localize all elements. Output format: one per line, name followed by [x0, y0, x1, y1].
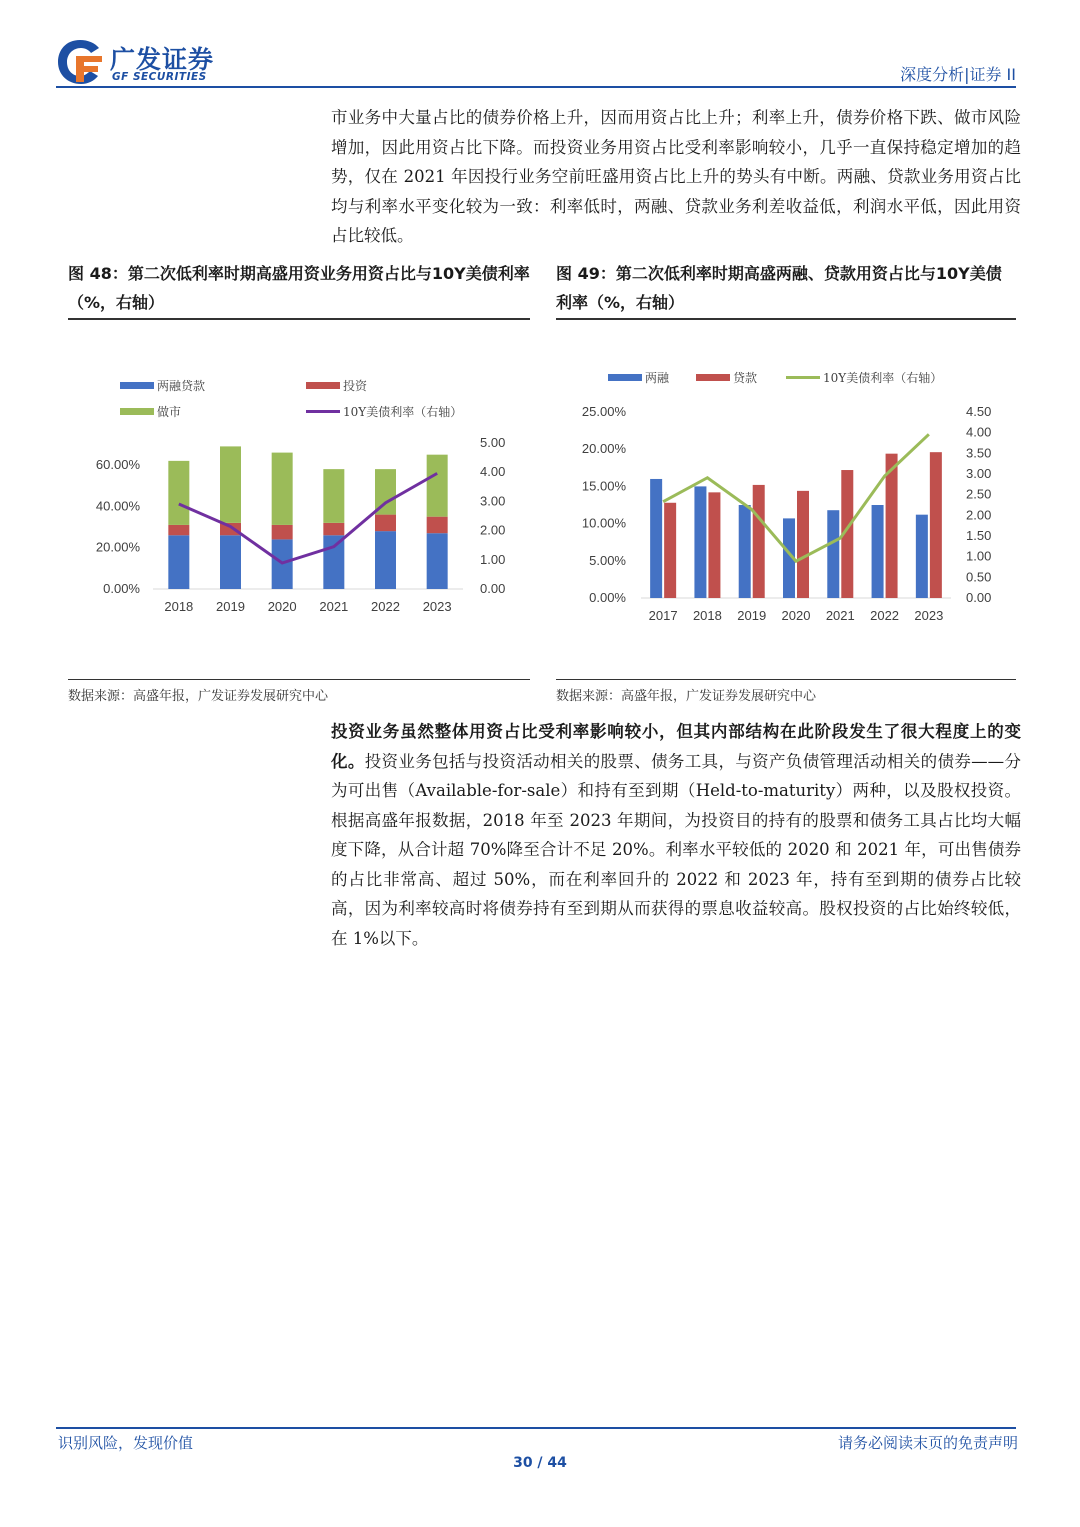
- figure-49-title: 图 49：第二次低利率时期高盛两融、贷款用资占比与10Y美债利率（%，右轴）: [556, 264, 1002, 312]
- y2-tick-label: 3.00: [966, 466, 992, 481]
- x-tick-label: 2017: [648, 608, 678, 623]
- bar: [930, 452, 942, 598]
- y-tick-label: 10.00%: [581, 515, 626, 531]
- x-tick-label: 2021: [825, 608, 855, 623]
- paragraph-2-bold-lead: 投资业务虽然整体用资占比受利率影响较小，但其内部结构在此阶段发生了很大程度上的变化。: [331, 722, 1021, 771]
- x-tick-label: 2022: [870, 608, 900, 623]
- legend-swatch: [608, 374, 642, 381]
- bar: [664, 503, 676, 598]
- legend-label: 两融贷款: [157, 379, 206, 393]
- bar: [650, 479, 662, 598]
- y2-tick-label: 0.50: [966, 569, 992, 585]
- legend-swatch: [696, 374, 730, 381]
- bar-segment: [168, 525, 189, 535]
- footer-divider: [56, 1427, 1016, 1429]
- y-tick-label: 0.00%: [589, 590, 626, 605]
- legend-swatch: [120, 382, 154, 389]
- legend-swatch: [120, 408, 154, 415]
- paragraph-2-text: 投资业务包括与投资活动相关的股票、债务工具，与资产负债管理活动相关的债券——分为可出售（Available-for-sale）和持有至到期（Held-to-maturity）两种，以及股权投资。根据高盛年报数据，2018 年至 2023 年期间，为投资目的持有的股票和债务工具占比均大幅度下降，从合计超 70%降至合计不足 20%。利率水平较低的 2020 和 2021 年，可出售债券的占比非常高、超过 50%，而在利率回升的 2022 和 2023 年，持有至到期的债券占比较高，因为利率较高时将债券持有至到期从而获得的票息收益较高。股权投资的占比始终较低，在 1%以下。: [331, 751, 1022, 948]
- figure-49-top-rule: [556, 318, 1016, 320]
- bar-segment: [272, 525, 293, 539]
- footer-disclaimer-note: 请务必阅读末页的免责声明: [837, 1434, 1018, 1452]
- header-divider: [56, 86, 1016, 88]
- company-logo: [56, 38, 256, 88]
- y-tick-label: 0.00%: [103, 581, 140, 596]
- y2-tick-label: 4.00: [480, 464, 506, 480]
- figure-48-top-rule: [68, 318, 530, 320]
- legend-label: 做市: [157, 405, 182, 419]
- legend-label: 两融: [645, 371, 670, 385]
- y-tick-label: 25.00%: [581, 404, 626, 419]
- x-tick-label: 2021: [319, 599, 349, 614]
- bar-segment: [375, 515, 396, 532]
- bar: [872, 505, 884, 598]
- x-tick-label: 2018: [164, 599, 194, 614]
- x-tick-label: 2018: [692, 608, 722, 623]
- legend-swatch: [306, 382, 340, 389]
- body-paragraph-2: [331, 717, 1021, 953]
- legend-label: 10Y美债利率（右轴）: [823, 371, 943, 385]
- bar-segment: [168, 461, 189, 525]
- y2-tick-label: 2.00: [480, 522, 506, 538]
- bar-segment: [220, 446, 241, 522]
- figure-49-chart: [556, 340, 1016, 675]
- x-tick-label: 2020: [267, 599, 297, 614]
- bar-segment: [168, 535, 189, 589]
- figure-49-source: 数据来源：高盛年报，广发证券发展研究中心: [556, 689, 817, 704]
- y-tick-label: 20.00%: [95, 539, 140, 555]
- y2-tick-label: 4.50: [966, 404, 992, 419]
- y-tick-label: 5.00%: [589, 552, 626, 568]
- y2-tick-label: 0.00: [966, 590, 992, 605]
- legend-label: 投资: [343, 379, 368, 393]
- y2-tick-label: 3.50: [966, 445, 992, 461]
- y-tick-label: 15.00%: [581, 478, 626, 494]
- bar: [827, 510, 839, 598]
- bar-segment: [427, 517, 448, 534]
- y2-tick-label: 3.00: [480, 493, 506, 509]
- y2-tick-label: 1.50: [966, 528, 992, 543]
- figure-49-bottom-rule: [556, 679, 1016, 680]
- figure-48-bottom-rule: [68, 679, 530, 680]
- x-tick-label: 2019: [737, 608, 767, 623]
- body-paragraph-1: 市业务中大量占比的债券价格上升，因而用资占比上升；利率上升，债券价格下跌、做市风险增加，因此用资占比下降。而投资业务用资占比受利率影响较小，几乎一直保持稳定增加的趋势，仅在 2021 年因投行业务空前旺盛用资占比上升的势头有中断。两融、贷款业务用资占比均与利率水平变化较为一致：利率低时，两融、贷款业务利差收益低，利润水平低，因此用资占比较低。: [331, 108, 1021, 245]
- y-tick-label: 20.00%: [581, 441, 626, 457]
- bar: [797, 491, 809, 598]
- y-tick-label: 60.00%: [95, 457, 140, 472]
- gf-logo-icon: [56, 38, 106, 86]
- bar: [753, 485, 765, 598]
- logo-chinese-text: 广发证券: [110, 45, 215, 74]
- bar: [916, 515, 928, 598]
- bar-segment: [323, 535, 344, 589]
- report-type-label: 深度分析|证券 II: [900, 65, 1016, 84]
- legend-label: 贷款: [733, 371, 758, 385]
- bar-segment: [323, 523, 344, 535]
- figure-48-chart: [68, 340, 530, 675]
- footer-slogan: 识别风险，发现价值: [58, 1434, 194, 1452]
- y2-tick-label: 2.50: [966, 486, 992, 502]
- x-tick-label: 2023: [914, 608, 944, 623]
- bar-segment: [427, 455, 448, 517]
- y2-tick-label: 5.00: [480, 435, 506, 450]
- y2-tick-label: 4.00: [966, 424, 992, 440]
- bar-segment: [272, 453, 293, 525]
- figure-48-title: 图 48：第二次低利率时期高盛用资业务用资占比与10Y美债利率（%，右轴）: [68, 264, 530, 312]
- y2-tick-label: 1.00: [966, 548, 992, 564]
- bar: [708, 492, 720, 598]
- figure-48-source: 数据来源：高盛年报，广发证券发展研究中心: [68, 689, 329, 704]
- x-tick-label: 2023: [422, 599, 452, 614]
- bar-segment: [427, 533, 448, 589]
- x-tick-label: 2020: [781, 608, 811, 623]
- bar: [694, 486, 706, 598]
- page-number: 30 / 44: [513, 1455, 567, 1471]
- bar: [739, 505, 751, 598]
- bar-segment: [323, 469, 344, 523]
- x-tick-label: 2022: [371, 599, 400, 614]
- y2-tick-label: 2.00: [966, 507, 992, 523]
- y2-tick-label: 1.00: [480, 551, 506, 567]
- legend-label: 10Y美债利率（右轴）: [343, 405, 463, 419]
- logo-english-text: GF SECURITIES: [112, 71, 207, 83]
- y-tick-label: 40.00%: [95, 498, 140, 514]
- x-tick-label: 2019: [216, 599, 245, 614]
- y2-tick-label: 0.00: [480, 581, 506, 596]
- line-series: [179, 473, 437, 563]
- bar-segment: [375, 531, 396, 589]
- bar-segment: [220, 535, 241, 589]
